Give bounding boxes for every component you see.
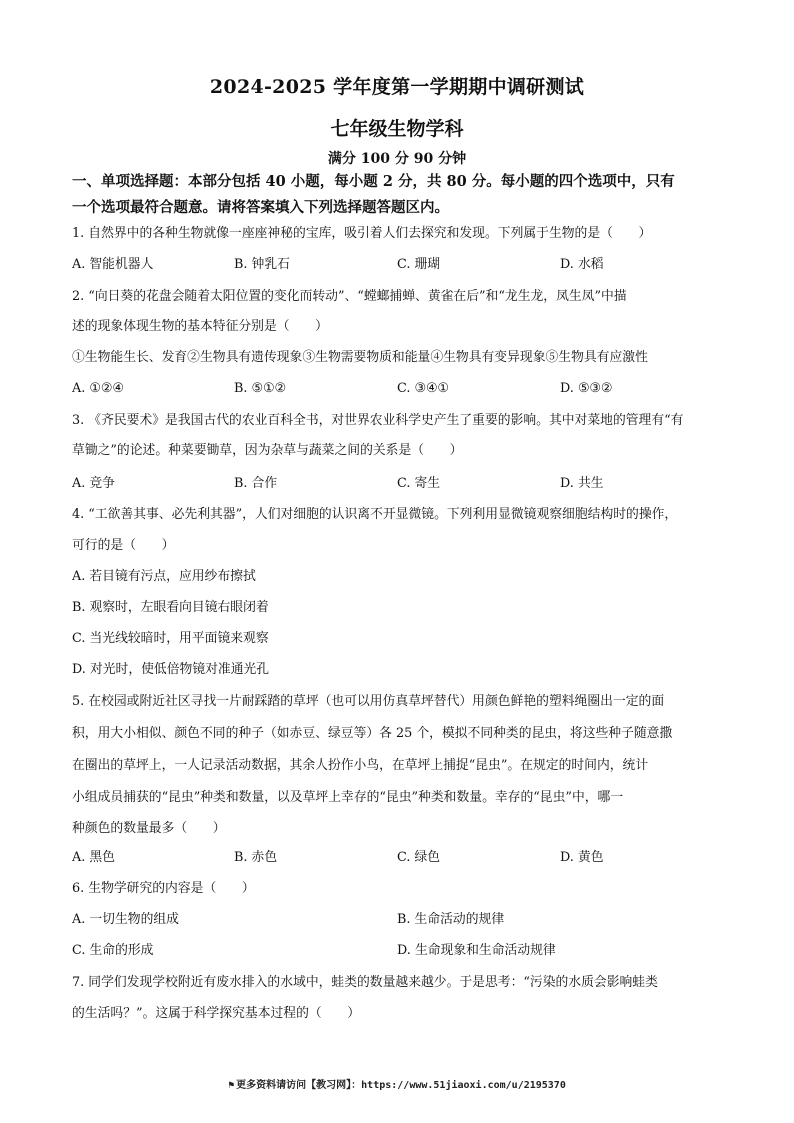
footer-text: 更多资料请访问【教习网】：https://www.51jiaoxi.com/u/2195370: [236, 1080, 566, 1091]
footer-link[interactable]: [0, 1076, 794, 1091]
question-5-stem-line-1: 5. 在校园或附近社区寻找一片耐踩踏的草坪（也可以用仿真草坪替代）用颜色鲜艳的塑料绳圈出一定的面: [72, 694, 665, 709]
question-1-option-a: A. 智能机器人: [72, 257, 154, 272]
question-5-option-d: D. 黄色: [560, 850, 604, 865]
flag-icon: ⚑: [228, 1080, 235, 1091]
question-1-stem: 1. 自然界中的各种生物就像一座座神秘的宝库，吸引着人们去探究和发现。下列属于生物的是（ ）: [72, 226, 652, 241]
section-instructions-line-1: 一、单项选择题：本部分包括 40 小题，每小题 2 分，共 80 分。每小题的四个选项中，只有: [72, 173, 675, 190]
question-2-option-a: A. ①②④: [72, 381, 124, 396]
question-4-option-b: B. 观察时，左眼看向目镜右眼闭着: [72, 600, 269, 615]
question-1-option-b: B. 钟乳石: [234, 257, 290, 272]
section-instructions-line-2: 一个选项最符合题意。请将答案填入下列选择题答题区内。: [72, 199, 449, 216]
question-5-option-c: C. 绿色: [397, 850, 441, 865]
question-3-option-d: D. 共生: [560, 476, 604, 491]
question-3-stem-line-1: 3. 《齐民要术》是我国古代的农业百科全书，对世界农业科学史产生了重要的影响。其中对菜地的管理有“有: [72, 413, 684, 428]
question-2-option-b: B. ⑤①②: [234, 381, 286, 396]
question-4-option-a: A. 若目镜有污点，应用纱布擦拭: [72, 569, 256, 584]
question-5-stem-line-5: 种颜色的数量最多（ ）: [72, 821, 226, 836]
exam-subject: 七年级生物学科: [330, 118, 464, 140]
question-2-option-d: D. ⑤③②: [560, 381, 613, 396]
exam-score-time: 满分 100 分 90 分钟: [327, 151, 467, 167]
question-4-option-c: C. 当光线较暗时，用平面镜来观察: [72, 631, 269, 646]
question-6-option-d: D. 生命现象和生命活动规律: [397, 943, 556, 958]
question-5-stem-line-3: 在圈出的草坪上，一人记录活动数据，其余人扮作小鸟，在草坪上捕捉“昆虫”。在规定的时间内，统计: [72, 758, 649, 773]
question-2-stem-line-1: 2. “向日葵的花盘会随着太阳位置的变化而转动”、“螳螂捕蝉、黄雀在后”和“龙生龙，凤生凤”中描: [72, 289, 627, 304]
question-1-option-d: D. 水稻: [560, 257, 604, 272]
question-2-choices-list: ①生物能生长、发育②生物具有遗传现象③生物需要物质和能量④生物具有变异现象⑤生物具有应激性: [72, 350, 648, 365]
question-6-option-b: B. 生命活动的规律: [397, 912, 505, 927]
question-5-option-b: B. 赤色: [234, 850, 278, 865]
question-4-stem-line-2: 可行的是（ ）: [72, 538, 175, 553]
question-3-stem-line-2: 草锄之”的论述。种菜要锄草，因为杂草与蔬菜之间的关系是（ ）: [72, 443, 463, 458]
question-3-option-c: C. 寄生: [397, 476, 441, 491]
question-6-option-c: C. 生命的形成: [72, 943, 154, 958]
question-2-option-c: C. ③④①: [397, 381, 449, 396]
exam-title: 2024-2025 学年度第一学期期中调研测试: [209, 76, 585, 98]
question-3-option-b: B. 合作: [234, 476, 278, 491]
question-6-stem: 6. 生物学研究的内容是（ ）: [72, 881, 255, 896]
question-1-option-c: C. 珊瑚: [397, 257, 441, 272]
question-5-stem-line-4: 小组成员捕获的“昆虫”种类和数量，以及草坪上幸存的“昆虫”种类和数量。幸存的“昆虫”中，哪一: [72, 790, 624, 805]
question-4-option-d: D. 对光时，使低倍物镜对准通光孔: [72, 662, 270, 677]
question-3-option-a: A. 竞争: [72, 476, 115, 491]
question-7-stem-line-1: 7. 同学们发现学校附近有废水排入的水域中，蛙类的数量越来越少。于是思考：“污染的水质会影响蛙类: [72, 975, 658, 990]
question-5-option-a: A. 黑色: [72, 850, 115, 865]
question-6-option-a: A. 一切生物的组成: [72, 912, 179, 927]
question-7-stem-line-2: 的生活吗？”。这属于科学探究基本过程的（ ）: [72, 1006, 361, 1021]
question-4-stem-line-1: 4. “工欲善其事、必先利其器”，人们对细胞的认识离不开显微镜。下列利用显微镜观察细胞结构时的操作，: [72, 507, 678, 522]
question-5-stem-line-2: 积，用大小相似、颜色不同的种子（如赤豆、绿豆等）各 25 个，模拟不同种类的昆虫，将这些种子随意撒: [72, 726, 673, 741]
question-2-stem-line-2: 述的现象体现生物的基本特征分别是（ ）: [72, 319, 328, 334]
